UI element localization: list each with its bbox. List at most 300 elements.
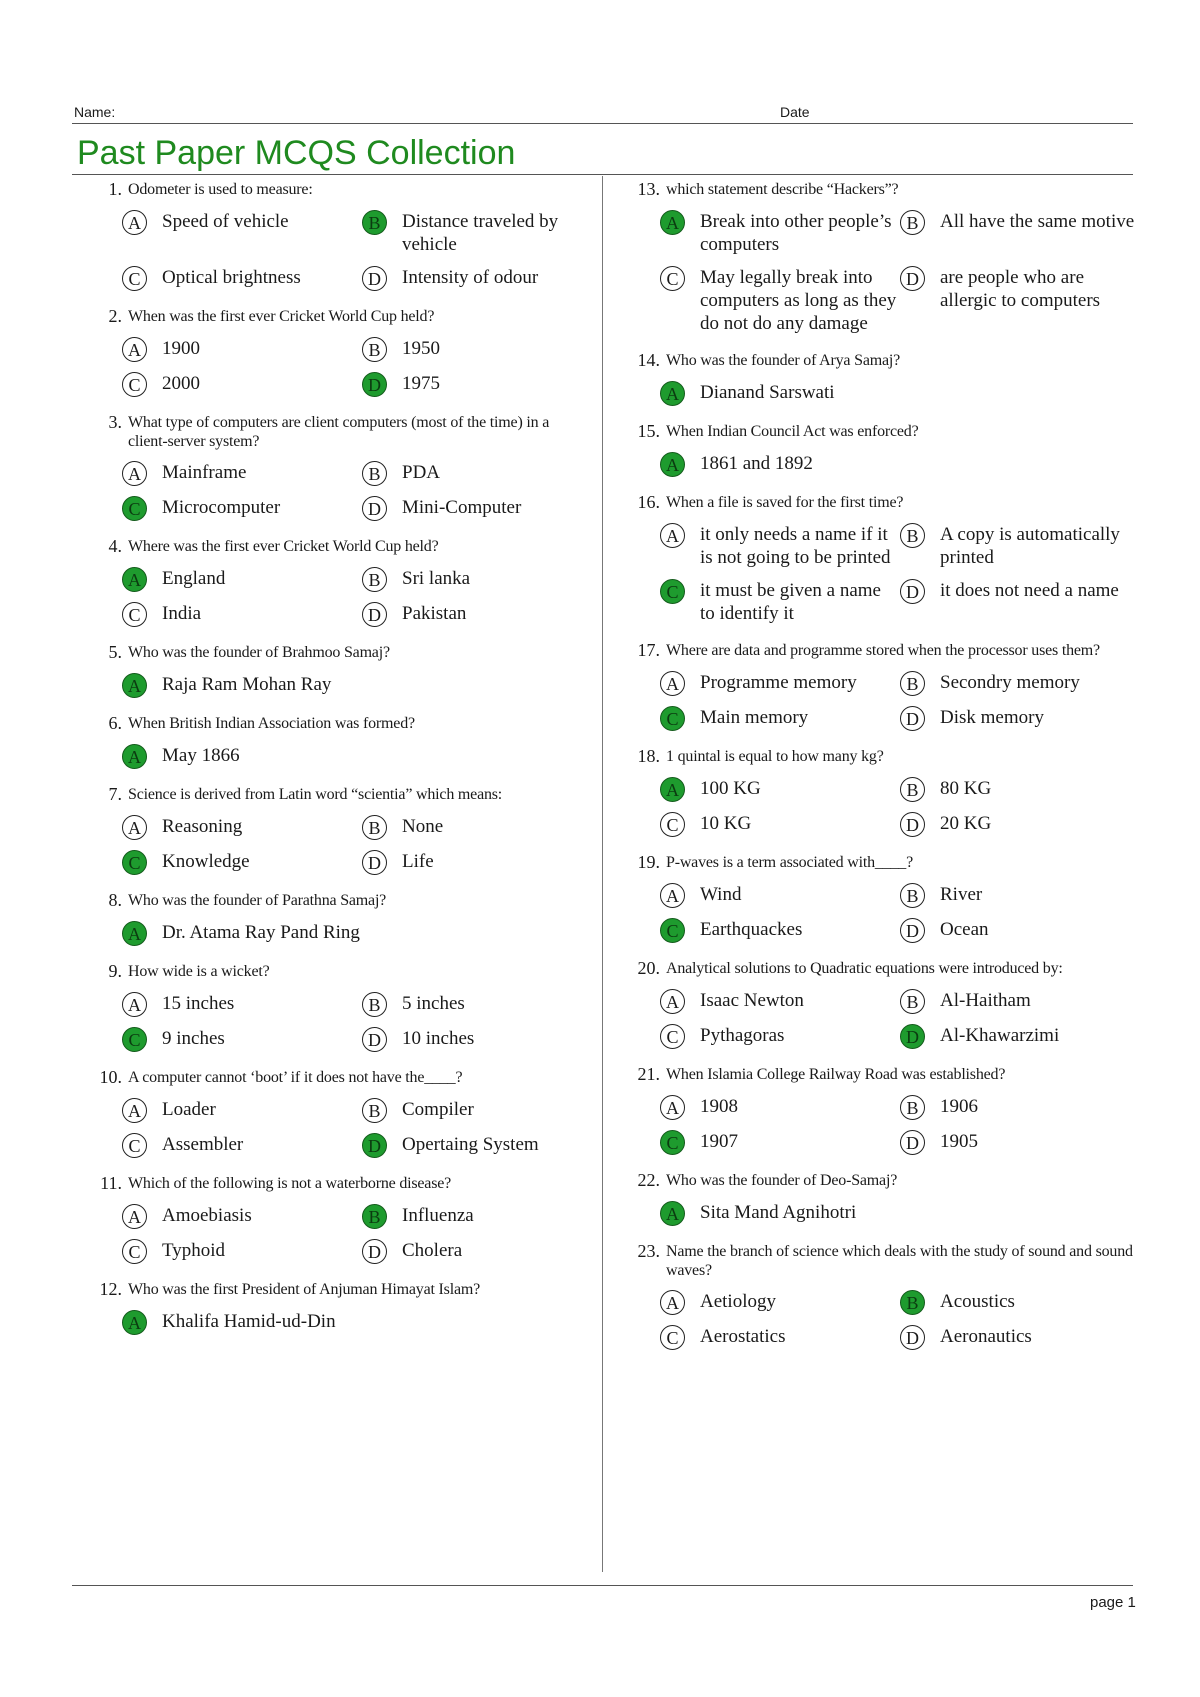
answer-option-d[interactable] [900,918,1140,943]
answer-bubble[interactable]: A [122,567,147,592]
answer-option-a[interactable] [660,1095,900,1120]
title-rule [72,174,1133,175]
answer-option-c[interactable] [122,1239,362,1264]
answer-text: All have the same motive [940,211,1135,232]
answer-option-a[interactable] [660,210,900,256]
answer-bubble[interactable]: B [900,989,925,1014]
answer-text: May 1866 [162,745,240,766]
question-header [84,305,584,327]
answer-text: Secondry memory [940,672,1080,693]
answer-option-d[interactable] [900,579,1140,625]
question-header [84,641,584,663]
answer-text: May legally break into computers as long as they do not do any damage [700,267,897,334]
answer-bubble[interactable]: A [122,210,147,235]
question-text: Who was the founder of Brahmoo Samaj? [128,644,390,661]
answer-option-c[interactable] [660,266,900,335]
question-number: 23. [637,1241,660,1261]
answer-option-c[interactable] [660,812,900,837]
question [622,639,1134,731]
answer-option-c[interactable] [122,602,362,627]
answer-bubble[interactable]: D [900,266,925,291]
question-header [622,1063,1134,1085]
question-header [84,889,584,911]
answer-options [122,744,584,769]
answer-bubble[interactable]: B [900,210,925,235]
answer-option-d[interactable] [900,812,1140,837]
answer-bubble[interactable]: D [362,1133,387,1158]
answer-option-a[interactable] [660,523,900,569]
answer-text: Speed of vehicle [162,211,289,232]
answer-bubble[interactable]: A [660,210,685,235]
answer-bubble[interactable]: D [900,1325,925,1350]
answer-bubble[interactable]: B [900,523,925,548]
question-number: 6. [108,713,122,733]
question-number: 18. [637,746,660,766]
question-text: P-waves is a term associated with____? [666,854,914,871]
answer-option-a[interactable] [660,777,900,802]
answer-option-a[interactable] [122,1204,362,1229]
question-number: 8. [108,890,122,910]
question [84,1172,584,1264]
answer-option-a[interactable] [660,1201,900,1226]
answer-option-b[interactable] [362,815,602,840]
answer-bubble[interactable]: C [122,602,147,627]
question [84,641,584,698]
answer-option-c[interactable] [660,1024,900,1049]
answer-bubble[interactable]: C [660,1130,685,1155]
question-text: Name the branch of science which deals with the study of sound and sound waves? [666,1243,1133,1279]
question [84,889,584,946]
answer-bubble[interactable]: A [122,673,147,698]
answer-text: Al-Khawarzimi [940,1025,1060,1046]
answer-bubble[interactable]: C [122,850,147,875]
answer-option-a[interactable] [660,883,900,908]
answer-text: Ocean [940,919,989,940]
answer-options [122,461,584,521]
answer-bubble[interactable]: A [122,921,147,946]
answer-option-a[interactable] [122,992,362,1017]
question [622,1169,1134,1226]
answer-bubble[interactable]: C [660,1325,685,1350]
answer-text: Mini-Computer [402,497,522,518]
question-header [622,1169,1134,1191]
question [622,491,1134,625]
question-header [84,535,584,557]
answer-bubble[interactable]: A [660,1095,685,1120]
answer-options [122,567,584,627]
answer-bubble[interactable]: A [122,337,147,362]
answer-option-b[interactable] [362,567,602,592]
answer-bubble[interactable]: A [122,1204,147,1229]
answer-text: Wind [700,884,742,905]
answer-text: None [402,816,444,837]
question-header [622,178,1134,200]
answer-bubble[interactable]: C [660,579,685,604]
answer-text: PDA [402,462,441,483]
answer-option-b[interactable] [900,671,1140,696]
answer-option-b[interactable] [900,989,1140,1014]
answer-option-c[interactable] [122,266,362,291]
question-header [84,783,584,805]
answer-bubble[interactable]: A [660,452,685,477]
question-text: Science is derived from Latin word “scientia” which means: [128,786,503,803]
answer-option-a[interactable] [660,452,900,477]
answer-text: Isaac Newton [700,990,804,1011]
question-number: 21. [637,1064,660,1084]
answer-option-d[interactable] [362,1027,602,1052]
answer-text: 10 KG [700,813,752,834]
answer-option-d[interactable] [900,1024,1140,1049]
question [622,745,1134,837]
answer-option-b[interactable] [900,777,1140,802]
answer-text: Main memory [700,707,809,728]
answer-options [660,989,1134,1049]
answer-bubble[interactable]: A [660,523,685,548]
answer-options [122,673,584,698]
question-text: When a file is saved for the first time? [666,494,904,511]
header-row [74,102,1134,124]
answer-text: it does not need a name [940,580,1119,601]
answer-bubble[interactable]: A [122,461,147,486]
answer-bubble[interactable]: B [900,883,925,908]
answer-bubble[interactable]: C [660,266,685,291]
answer-option-c[interactable] [660,1130,900,1155]
answer-options [122,1098,584,1158]
answer-text: Aeronautics [940,1326,1032,1347]
answer-options [660,1201,1134,1226]
answer-option-b[interactable] [900,1290,1140,1315]
answer-bubble[interactable]: D [900,812,925,837]
question [84,411,584,521]
question [84,960,584,1052]
answer-text: Optical brightness [162,267,301,288]
question [622,957,1134,1049]
answer-bubble[interactable]: B [900,1095,925,1120]
question-text: When Islamia College Railway Road was established? [666,1066,1006,1083]
answer-bubble[interactable]: D [362,496,387,521]
question-number: 12. [99,1279,122,1299]
question-header [622,491,1134,513]
answer-text: Reasoning [162,816,243,837]
question-text: When British Indian Association was formed? [128,715,415,732]
answer-text: 1905 [940,1131,978,1152]
answer-option-a[interactable] [122,567,362,592]
answer-option-c[interactable] [122,1133,362,1158]
answer-option-c[interactable] [122,850,362,875]
answer-option-a[interactable] [122,461,362,486]
answer-bubble[interactable]: B [362,815,387,840]
answer-text: Pakistan [402,603,467,624]
answer-text: it must be given a name to identify it [700,580,881,624]
question-number: 5. [108,642,122,662]
answer-option-d[interactable] [362,496,602,521]
answer-bubble[interactable]: B [362,210,387,235]
answer-bubble[interactable]: A [660,1290,685,1315]
answer-option-b[interactable] [900,883,1140,908]
answer-text: 100 KG [700,778,761,799]
answer-option-b[interactable] [900,210,1140,256]
answer-text: 20 KG [940,813,992,834]
question-text: Where was the first ever Cricket World Cup held? [128,538,439,555]
question-header [622,1240,1134,1280]
answer-bubble[interactable]: D [362,1239,387,1264]
answer-option-a[interactable] [122,337,362,362]
answer-option-d[interactable] [900,1325,1140,1350]
answer-bubble[interactable]: A [660,989,685,1014]
answer-text: it only needs a name if it is not going to be printed [700,524,891,568]
question-number: 9. [108,961,122,981]
answer-text: Acoustics [940,1291,1015,1312]
answer-bubble[interactable]: D [900,1130,925,1155]
answer-text: Intensity of odour [402,267,539,288]
answer-text: 1908 [700,1096,738,1117]
answer-bubble[interactable]: C [122,1133,147,1158]
answer-bubble[interactable]: B [362,337,387,362]
answer-bubble[interactable]: A [122,744,147,769]
right-question-column [622,178,1134,1364]
answer-text: River [940,884,983,905]
question-number: 11. [100,1173,122,1193]
answer-option-a[interactable] [122,210,362,256]
answer-option-d[interactable] [362,1239,602,1264]
answer-option-c[interactable] [660,579,900,625]
answer-bubble[interactable]: C [122,496,147,521]
question [622,1063,1134,1155]
answer-option-c[interactable] [122,372,362,397]
answer-option-a[interactable] [660,381,900,406]
answer-option-d[interactable] [900,706,1140,731]
question-number: 20. [637,958,660,978]
answer-bubble[interactable]: A [122,992,147,1017]
answer-bubble[interactable]: A [660,777,685,802]
answer-text: 1975 [402,373,440,394]
answer-text: Pythagoras [700,1025,785,1046]
question-header [622,420,1134,442]
question-header [622,349,1134,371]
question-number: 7. [108,784,122,804]
answer-bubble[interactable]: D [900,918,925,943]
answer-option-d[interactable] [362,602,602,627]
answer-option-a[interactable] [660,989,900,1014]
answer-text: 1950 [402,338,440,359]
answer-bubble[interactable]: A [660,883,685,908]
question-text: Who was the founder of Deo-Samaj? [666,1172,898,1189]
answer-bubble[interactable]: B [362,461,387,486]
answer-text: Distance traveled by vehicle [402,211,559,255]
answer-bubble[interactable]: C [660,812,685,837]
answer-text: Knowledge [162,851,250,872]
answer-bubble[interactable]: C [122,372,147,397]
answer-options [660,1095,1134,1155]
answer-text: Break into other people’s computers [700,211,892,255]
answer-bubble[interactable]: C [122,1239,147,1264]
answer-option-b[interactable] [362,337,602,362]
answer-bubble[interactable]: D [900,1024,925,1049]
answer-option-d[interactable] [362,1133,602,1158]
answer-text: 9 inches [162,1028,225,1049]
answer-bubble[interactable]: C [122,1027,147,1052]
answer-text: Sri lanka [402,568,471,589]
answer-text: 2000 [162,373,200,394]
answer-bubble[interactable]: B [362,567,387,592]
question-number: 3. [108,412,122,432]
answer-bubble[interactable]: B [362,992,387,1017]
answer-option-c[interactable] [122,496,362,521]
answer-bubble[interactable]: A [660,381,685,406]
question [84,712,584,769]
question-header [84,1066,584,1088]
question [84,1278,584,1335]
answer-text: Al-Haitham [940,990,1031,1011]
question [622,851,1134,943]
answer-text: are people who are allergic to computers [940,267,1101,311]
answer-option-a[interactable] [122,1310,362,1335]
question-header [622,851,1134,873]
answer-bubble[interactable]: D [900,706,925,731]
answer-options [122,815,584,875]
question-number: 15. [637,421,660,441]
answer-text: Raja Ram Mohan Ray [162,674,332,695]
answer-option-d[interactable] [362,372,602,397]
answer-option-d[interactable] [900,1130,1140,1155]
answer-bubble[interactable]: D [362,372,387,397]
question [622,1240,1134,1350]
question-header [84,1278,584,1300]
answer-text: Khalifa Hamid-ud-Din [162,1311,336,1332]
answer-option-d[interactable] [362,266,602,291]
answer-option-a[interactable] [660,1290,900,1315]
answer-option-c[interactable] [660,918,900,943]
answer-bubble[interactable]: D [362,850,387,875]
question-text: How wide is a wicket? [128,963,270,980]
answer-text: Cholera [402,1240,463,1261]
answer-bubble[interactable]: D [362,266,387,291]
answer-option-b[interactable] [900,1095,1140,1120]
answer-text: Typhoid [162,1240,226,1261]
answer-bubble[interactable]: A [660,671,685,696]
question-text: Who was the founder of Parathna Samaj? [128,892,387,909]
answer-bubble[interactable]: D [362,1027,387,1052]
answer-bubble[interactable]: B [900,777,925,802]
answer-text: England [162,568,226,589]
answer-text: India [162,603,202,624]
answer-bubble[interactable]: C [660,918,685,943]
page-title: Past Paper MCQS Collection [77,134,516,172]
question-text: which statement describe “Hackers”? [666,181,899,198]
answer-options [660,523,1134,625]
answer-option-c[interactable] [122,1027,362,1052]
answer-text: 1861 and 1892 [700,453,813,474]
answer-text: Dr. Atama Ray Pand Ring [162,922,360,943]
question-header [84,712,584,734]
column-divider [602,176,603,1572]
question-text: 1 quintal is equal to how many kg? [666,748,884,765]
answer-option-a[interactable] [122,744,362,769]
answer-bubble[interactable]: B [900,1290,925,1315]
answer-bubble[interactable]: A [122,1098,147,1123]
answer-option-b[interactable] [362,1204,602,1229]
answer-option-c[interactable] [660,706,900,731]
answer-bubble[interactable]: A [122,1310,147,1335]
question-text: When Indian Council Act was enforced? [666,423,919,440]
question [84,1066,584,1158]
question [622,349,1134,406]
question-header [84,1172,584,1194]
question-text: Where are data and programme stored when the processor uses them? [666,642,1100,659]
answer-option-a[interactable] [660,671,900,696]
answer-options [122,1310,584,1335]
answer-option-b[interactable] [362,210,602,256]
answer-bubble[interactable]: B [900,671,925,696]
answer-text: 10 inches [402,1028,475,1049]
answer-option-d[interactable] [362,850,602,875]
answer-text: Aetiology [700,1291,776,1312]
question-number: 13. [637,179,660,199]
answer-options [660,777,1134,837]
answer-option-d[interactable] [900,266,1140,335]
answer-text: Aerostatics [700,1326,786,1347]
answer-option-a[interactable] [122,673,362,698]
answer-bubble[interactable]: C [660,706,685,731]
question [622,178,1134,335]
question-number: 19. [637,852,660,872]
answer-option-b[interactable] [362,1098,602,1123]
question-number: 22. [637,1170,660,1190]
answer-options [660,883,1134,943]
answer-text: Programme memory [700,672,857,693]
answer-text: Opertaing System [402,1134,539,1155]
answer-option-a[interactable] [122,1098,362,1123]
answer-option-b[interactable] [362,992,602,1017]
answer-options [660,452,1134,477]
answer-bubble[interactable]: A [122,815,147,840]
page-number: page 1 [1090,1594,1136,1611]
answer-bubble[interactable]: B [362,1204,387,1229]
question [84,535,584,627]
answer-bubble[interactable]: C [122,266,147,291]
question [84,783,584,875]
answer-options [660,381,1134,406]
answer-option-a[interactable] [122,921,362,946]
name-label: Name: [74,104,116,120]
question-text: Who was the first President of Anjuman Himayat Islam? [128,1281,480,1298]
question-text: When was the first ever Cricket World Cup held? [128,308,435,325]
question-text: Who was the founder of Arya Samaj? [666,352,901,369]
question-number: 14. [637,350,660,370]
answer-option-c[interactable] [660,1325,900,1350]
footer-rule [72,1585,1133,1586]
question-text: Odometer is used to measure: [128,181,313,198]
answer-bubble[interactable]: D [900,579,925,604]
question [84,178,584,291]
question [84,305,584,397]
answer-option-b[interactable] [900,523,1140,569]
question-text: A computer cannot ‘boot’ if it does not have the____? [128,1069,463,1086]
answer-option-b[interactable] [362,461,602,486]
answer-bubble[interactable]: C [660,1024,685,1049]
answer-options [122,992,584,1052]
answer-bubble[interactable]: A [660,1201,685,1226]
answer-bubble[interactable]: D [362,602,387,627]
answer-option-a[interactable] [122,815,362,840]
answer-text: 80 KG [940,778,992,799]
answer-bubble[interactable]: B [362,1098,387,1123]
question-text: Analytical solutions to Quadratic equations were introduced by: [666,960,1063,977]
date-label: Date [780,104,810,120]
question-text: What type of computers are client computers (most of the time) in a client-server system? [128,414,550,450]
question-text: Which of the following is not a waterborne disease? [128,1175,452,1192]
question-number: 4. [108,536,122,556]
